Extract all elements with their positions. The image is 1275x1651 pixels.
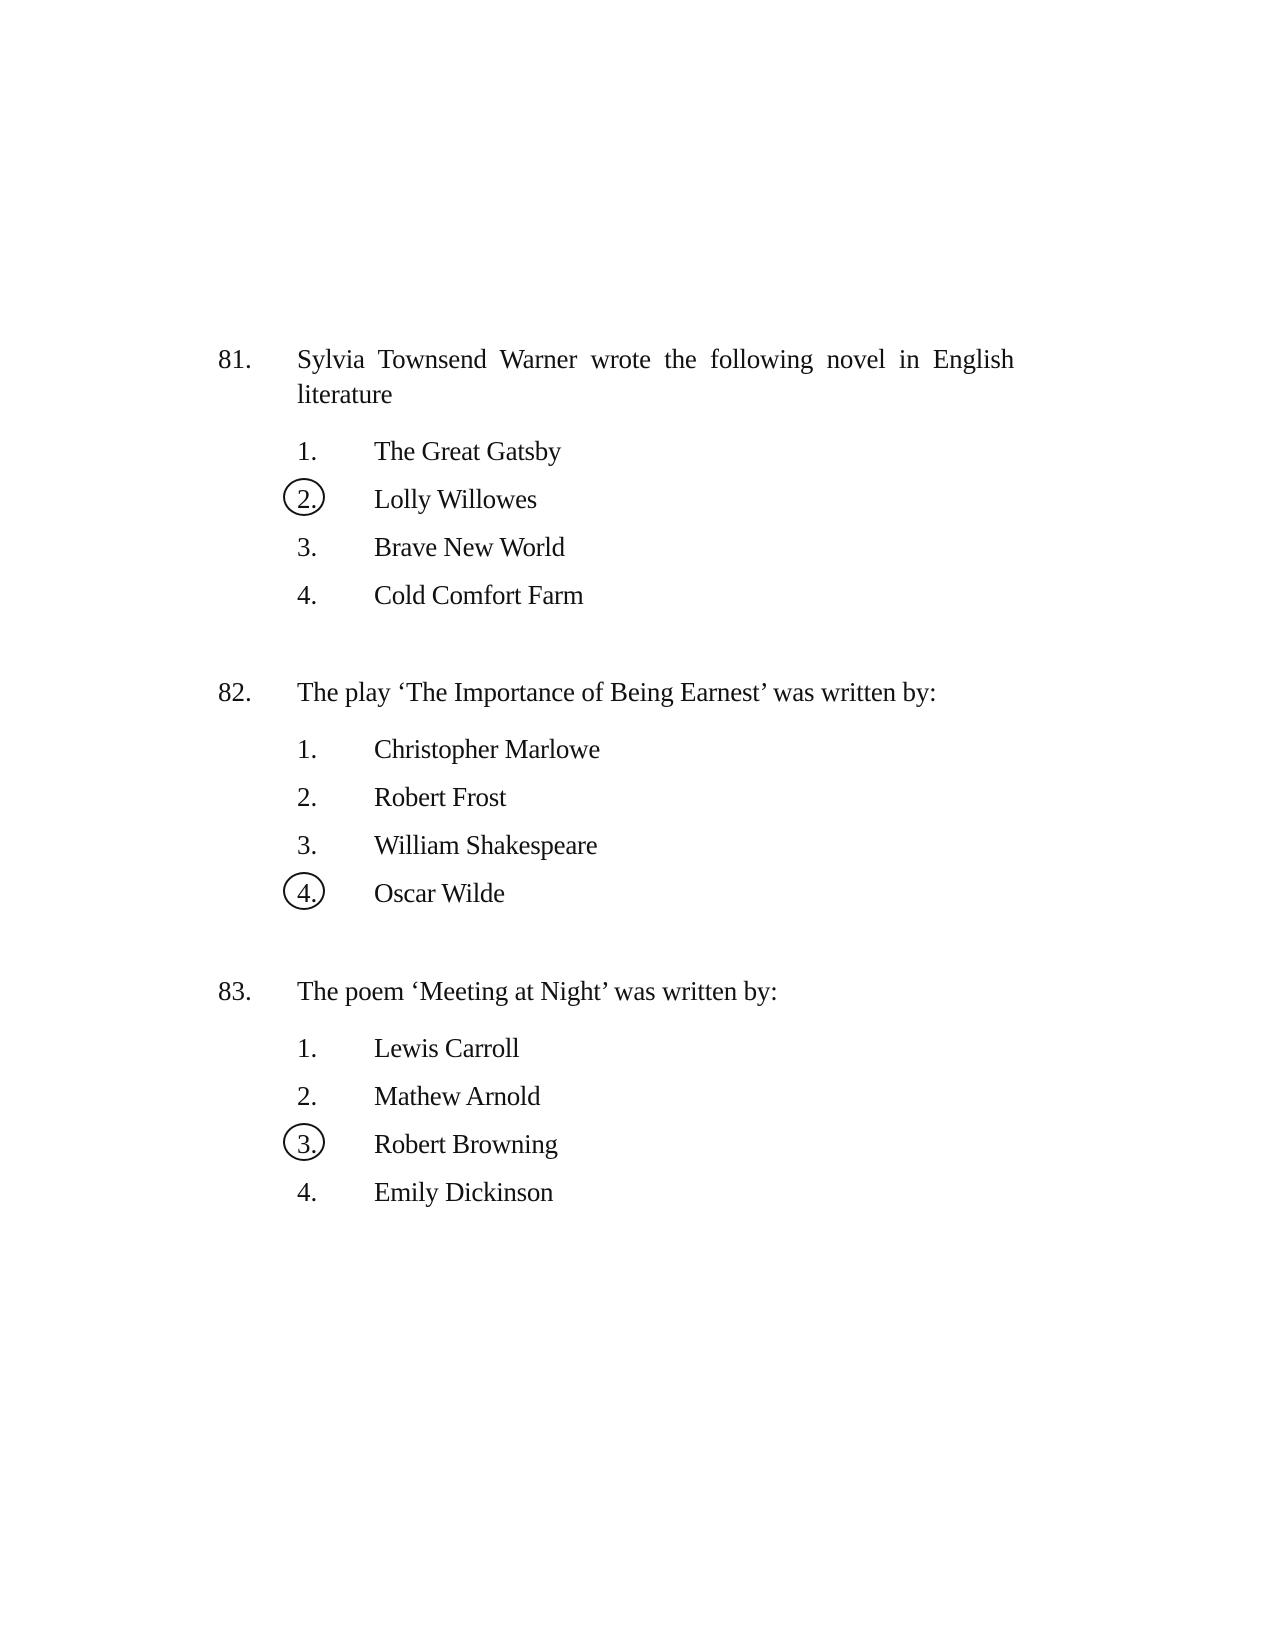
option-4 [218,578,1038,626]
option-number: 1. [297,436,318,466]
option-text: Cold Comfort Farm [374,580,584,610]
option-2 [218,1079,1038,1127]
option-text: Robert Frost [374,782,507,812]
question-83 [218,974,1038,1223]
option-number-label: 3. [297,1129,318,1159]
option-1 [218,732,1038,780]
option-2 [218,482,1038,530]
question-number: 83. [218,976,252,1006]
option-list [218,434,1038,626]
option-2 [218,780,1038,828]
option-4 [218,1175,1038,1223]
answer-circle-icon [283,872,325,910]
option-number: 1. [297,734,318,764]
option-number-label: 2. [297,484,318,514]
option-4 [218,876,1038,924]
option-1 [218,1031,1038,1079]
question-text: Sylvia Townsend Warner wrote the following novel in English literature [297,344,1014,409]
question-number: 82. [218,677,252,707]
option-text: Robert Browning [374,1129,558,1159]
question-82 [218,675,1038,924]
question-81 [218,342,1038,626]
option-number: 1. [297,1033,318,1063]
question-stem [218,974,1038,1009]
option-text: Lewis Carroll [374,1033,520,1063]
option-number: 2. [297,1081,318,1111]
option-number: 3. [297,532,318,562]
option-number: 4. [297,580,318,610]
answer-circle-icon [283,1123,325,1161]
question-stem [218,675,1038,710]
question-number: 81. [218,344,252,374]
question-stem [218,342,1038,412]
option-3 [218,530,1038,578]
answer-circle-icon [283,478,325,516]
option-number: 3. [297,830,318,860]
question-text: The poem ‘Meeting at Night’ was written by: [297,976,778,1006]
option-number [297,1127,337,1162]
option-text: The Great Gatsby [374,436,562,466]
option-text: Mathew Arnold [374,1081,541,1111]
question-text: The play ‘The Importance of Being Earnest’ was written by: [297,677,937,707]
option-number: 4. [297,1177,318,1207]
option-number-label: 4. [297,878,318,908]
option-number: 2. [297,782,318,812]
option-text: Lolly Willowes [374,484,537,514]
option-number [297,876,337,911]
option-text: Christopher Marlowe [374,734,601,764]
option-text: Oscar Wilde [374,878,505,908]
option-text: William Shakespeare [374,830,598,860]
option-list [218,1031,1038,1223]
option-text: Emily Dickinson [374,1177,554,1207]
option-1 [218,434,1038,482]
option-3 [218,1127,1038,1175]
option-number [297,482,337,517]
option-3 [218,828,1038,876]
option-text: Brave New World [374,532,565,562]
option-list [218,732,1038,924]
